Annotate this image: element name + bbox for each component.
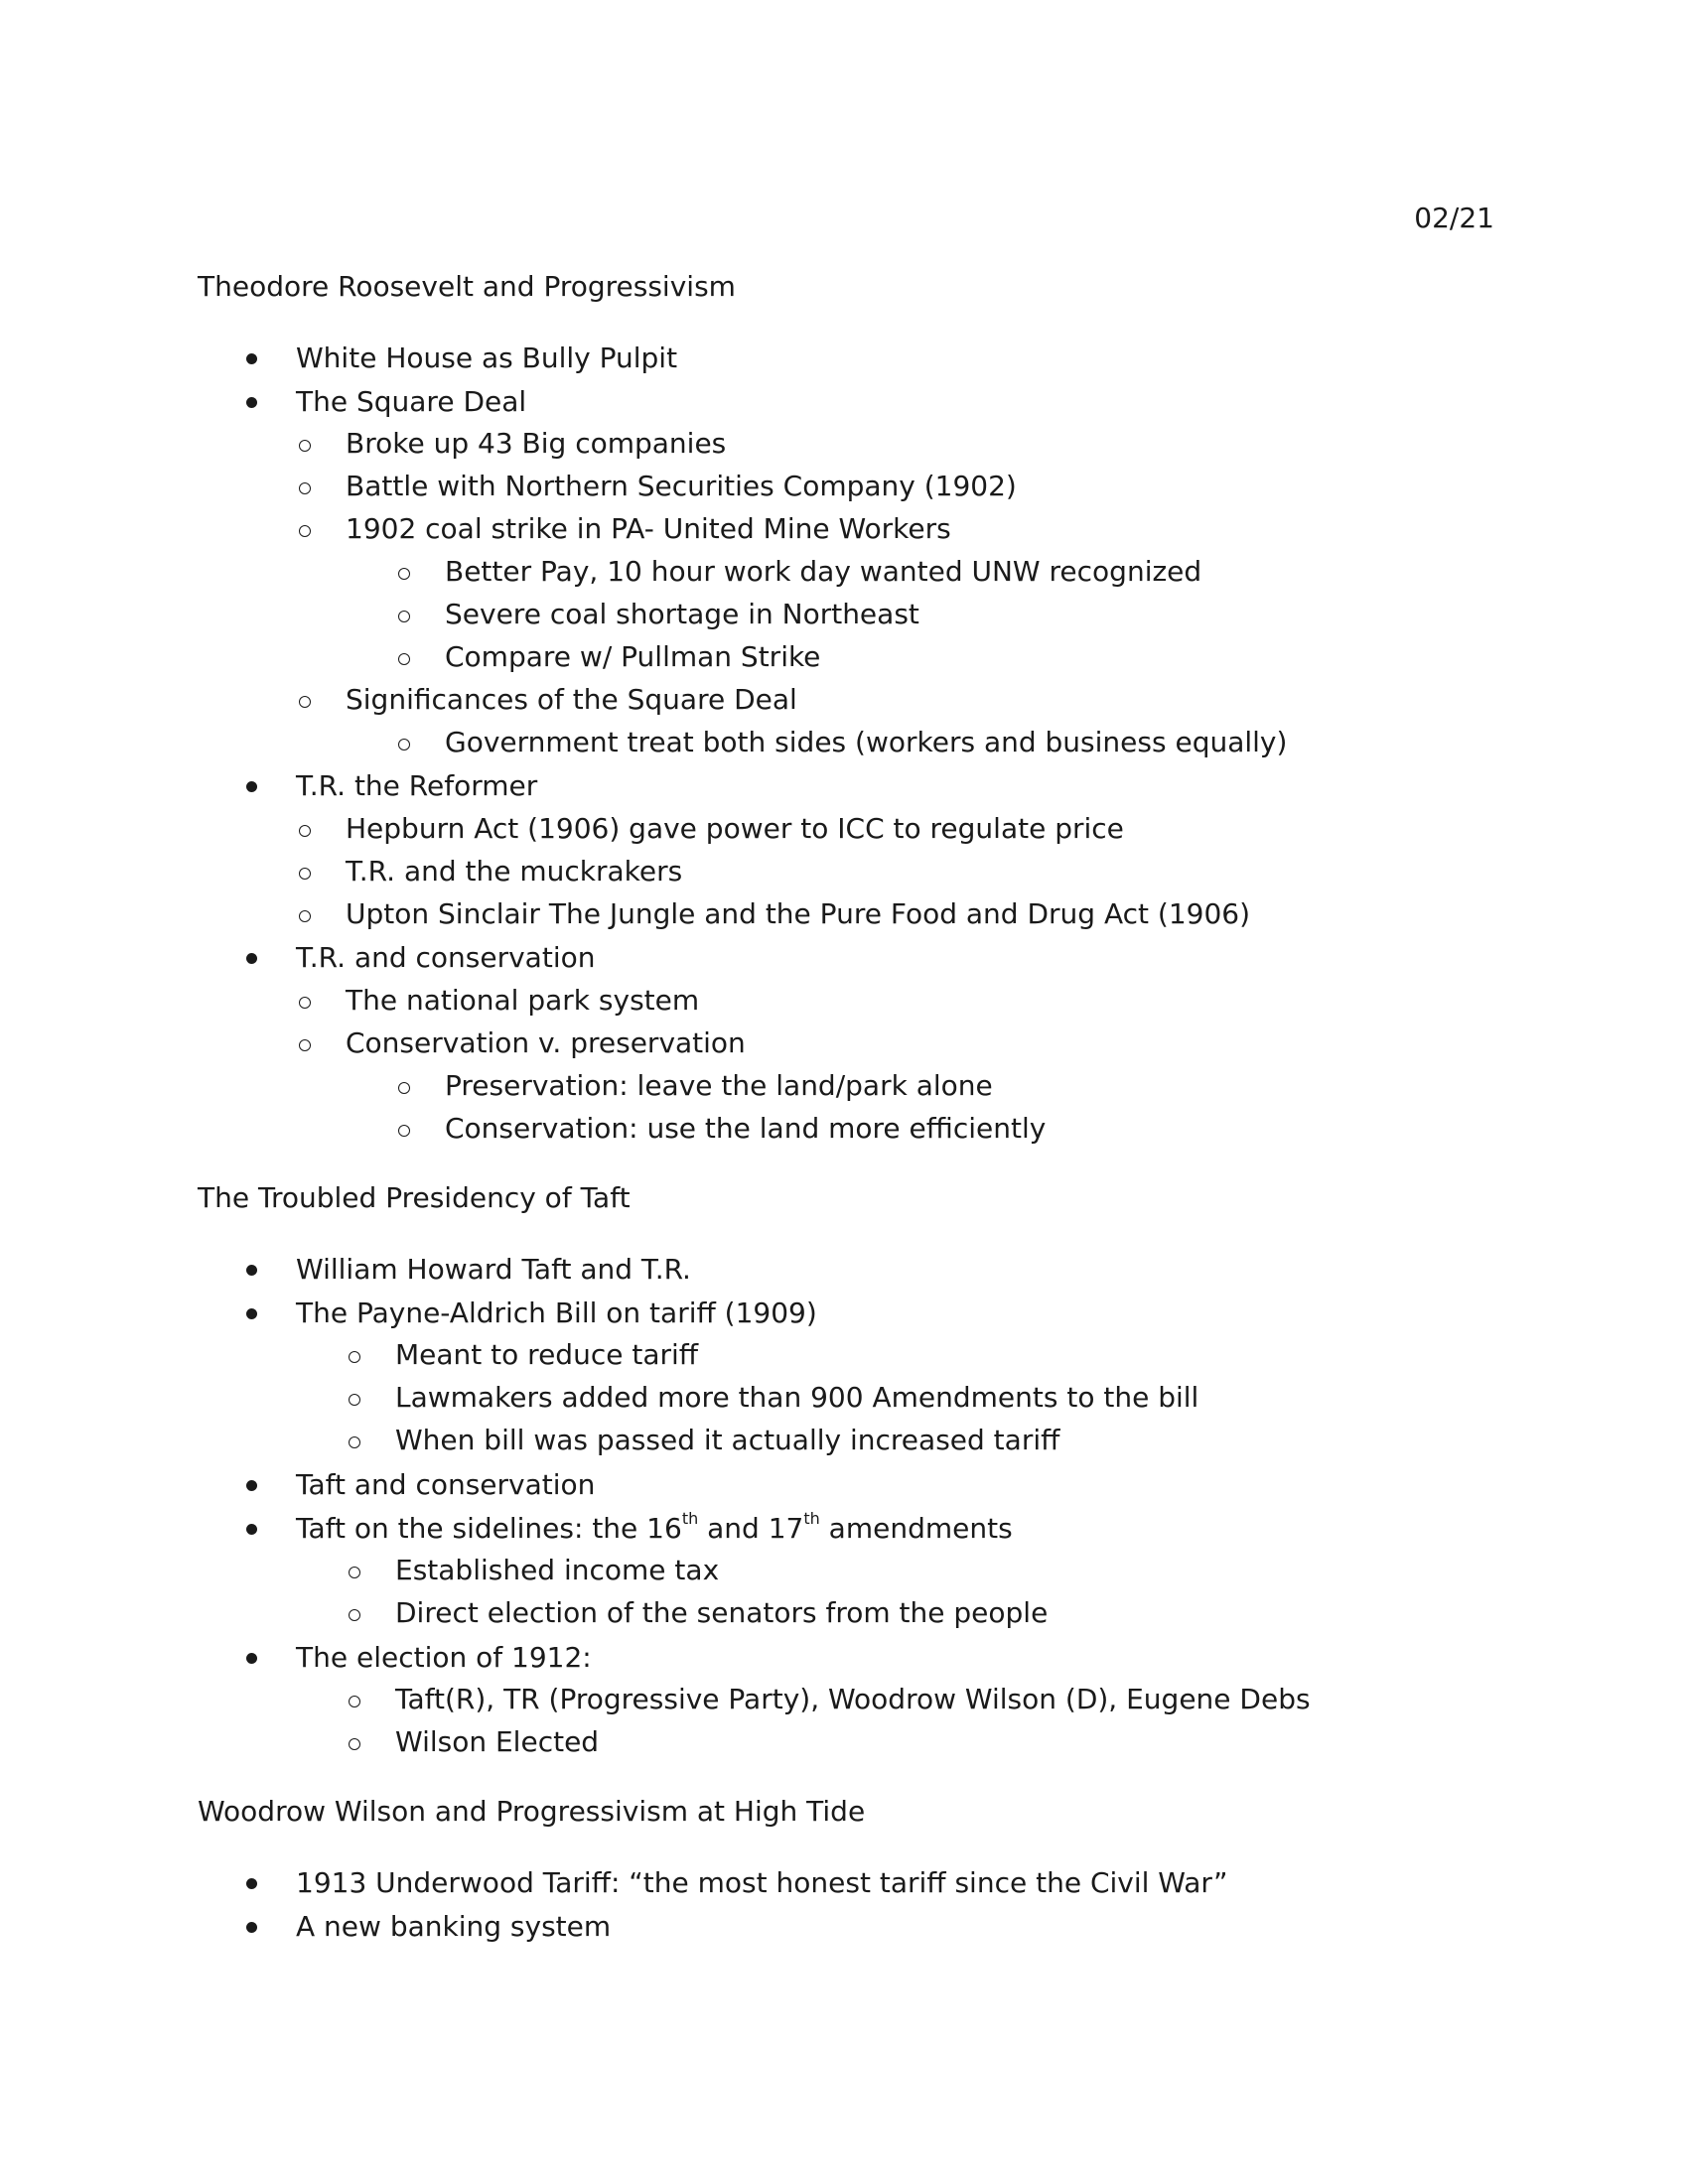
list-item: Wilson Elected: [395, 1725, 600, 1758]
hollow-bullet-icon: [349, 1394, 360, 1406]
list-item: Significances of the Square Deal: [346, 683, 797, 716]
list-item: Taft and conservation: [296, 1468, 596, 1501]
hollow-bullet-icon: [299, 910, 311, 922]
date-label: 02/21: [1414, 202, 1494, 234]
list-item: When bill was passed it actually increased tariff: [395, 1424, 1060, 1456]
bullet-icon: [246, 953, 257, 964]
hollow-bullet-icon: [299, 1039, 311, 1051]
list-item: [296, 1508, 1013, 1547]
list-item: Conservation v. preservation: [346, 1026, 746, 1059]
hollow-bullet-icon: [299, 482, 311, 494]
hollow-bullet-icon: [299, 868, 311, 880]
bullet-icon: [246, 1922, 257, 1933]
hollow-bullet-icon: [398, 611, 410, 622]
section-heading-taft: The Troubled Presidency of Taft: [198, 1181, 631, 1214]
hollow-bullet-icon: [398, 1125, 410, 1137]
list-item: Conservation: use the land more efficiently: [445, 1112, 1047, 1145]
bullet-icon: [246, 1308, 257, 1319]
hollow-bullet-icon: [299, 825, 311, 837]
list-item: Preservation: leave the land/park alone: [445, 1069, 993, 1102]
list-item: T.R. and conservation: [296, 941, 596, 974]
amendments-text-mid: and 17: [698, 1512, 804, 1545]
hollow-bullet-icon: [299, 525, 311, 537]
list-item: Severe coal shortage in Northeast: [445, 598, 919, 630]
list-item: Battle with Northern Securities Company (1902): [346, 470, 1017, 502]
list-item: The Payne-Aldrich Bill on tariff (1909): [296, 1297, 817, 1329]
list-item: Hepburn Act (1906) gave power to ICC to regulate price: [346, 812, 1124, 845]
list-item: T.R. and the muckrakers: [346, 855, 683, 887]
hollow-bullet-icon: [349, 1436, 360, 1448]
list-item: White House as Bully Pulpit: [296, 341, 678, 374]
list-item: Broke up 43 Big companies: [346, 427, 727, 460]
bullet-icon: [246, 1524, 257, 1535]
list-item: Lawmakers added more than 900 Amendments to the bill: [395, 1381, 1199, 1414]
bullet-icon: [246, 1480, 257, 1491]
bullet-icon: [246, 397, 257, 408]
hollow-bullet-icon: [349, 1351, 360, 1363]
list-item: A new banking system: [296, 1910, 612, 1943]
list-item: Meant to reduce tariff: [395, 1338, 699, 1371]
bullet-icon: [246, 353, 257, 364]
list-item: Direct election of the senators from the people: [395, 1596, 1049, 1629]
hollow-bullet-icon: [349, 1738, 360, 1750]
list-item: Established income tax: [395, 1554, 720, 1586]
hollow-bullet-icon: [398, 739, 410, 751]
bullet-icon: [246, 1653, 257, 1664]
list-item: Government treat both sides (workers and business equally): [445, 726, 1288, 758]
list-item: The election of 1912:: [296, 1641, 592, 1674]
ordinal-superscript: th: [803, 1508, 820, 1528]
list-item: The Square Deal: [296, 385, 527, 418]
bullet-icon: [246, 781, 257, 792]
hollow-bullet-icon: [398, 568, 410, 580]
section-heading-wilson: Woodrow Wilson and Progressivism at High Tide: [198, 1795, 866, 1828]
hollow-bullet-icon: [349, 1609, 360, 1621]
list-item: 1902 coal strike in PA- United Mine Workers: [346, 512, 951, 545]
amendments-text-end: amendments: [819, 1512, 1013, 1545]
list-item: Better Pay, 10 hour work day wanted UNW recognized: [445, 555, 1202, 588]
amendments-text-start: Taft on the sidelines: the 16: [296, 1512, 682, 1545]
hollow-bullet-icon: [299, 997, 311, 1009]
hollow-bullet-icon: [398, 1082, 410, 1094]
hollow-bullet-icon: [398, 653, 410, 665]
hollow-bullet-icon: [349, 1696, 360, 1707]
list-item: The national park system: [346, 984, 700, 1017]
section-heading-roosevelt: Theodore Roosevelt and Progressivism: [198, 270, 736, 303]
list-item: T.R. the Reformer: [296, 769, 538, 802]
list-item: 1913 Underwood Tariff: “the most honest tariff since the Civil War”: [296, 1866, 1228, 1899]
list-item: William Howard Taft and T.R.: [296, 1253, 691, 1286]
hollow-bullet-icon: [299, 440, 311, 452]
hollow-bullet-icon: [299, 696, 311, 708]
list-item: Taft(R), TR (Progressive Party), Woodrow Wilson (D), Eugene Debs: [395, 1683, 1311, 1715]
list-item: Compare w/ Pullman Strike: [445, 640, 821, 673]
hollow-bullet-icon: [349, 1567, 360, 1578]
bullet-icon: [246, 1878, 257, 1889]
list-item: Upton Sinclair The Jungle and the Pure Food and Drug Act (1906): [346, 897, 1250, 930]
bullet-icon: [246, 1265, 257, 1276]
ordinal-superscript: th: [681, 1508, 699, 1528]
